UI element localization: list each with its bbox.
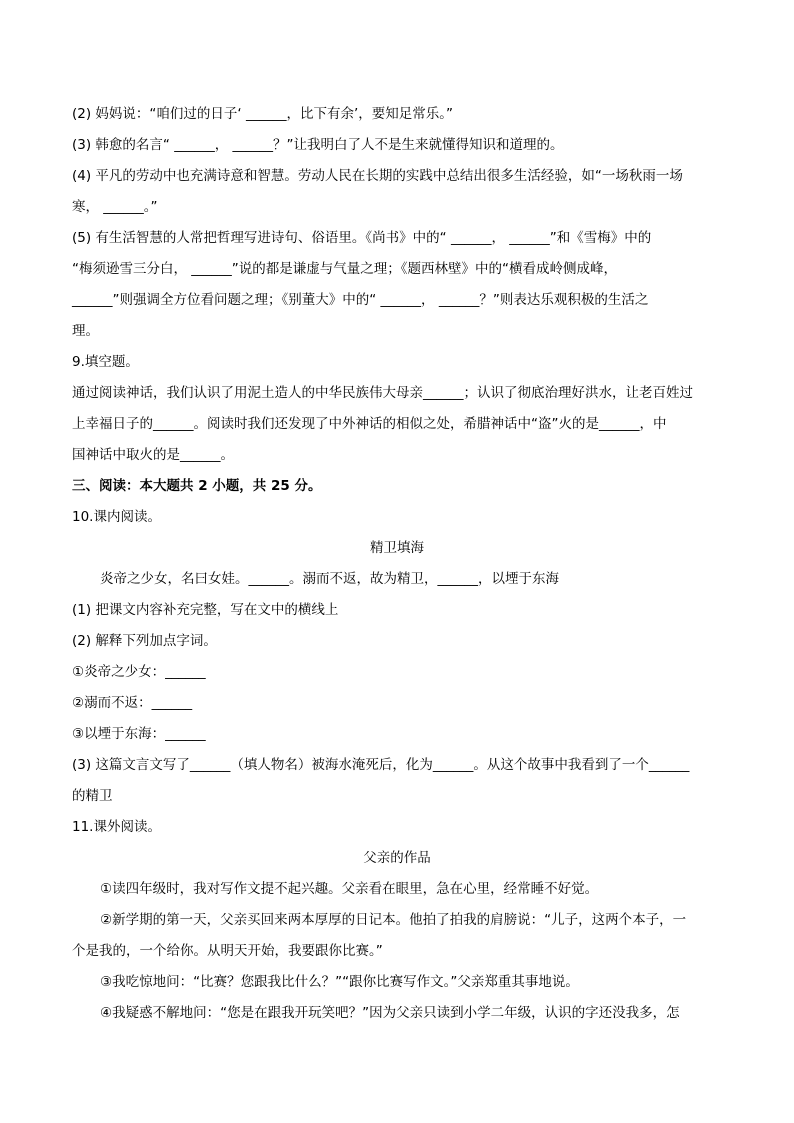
- question-line: (2) 妈妈说：“咱们过的日子‘ ______，比下有余’，要知足常乐。”: [72, 106, 454, 122]
- passage-paragraph: ①读四年级时，我对写作文提不起兴趣。父亲看在眼里，急在心里，经常睡不好觉。: [100, 881, 599, 897]
- passage-title: 父亲的作品: [363, 850, 431, 866]
- question-line: (5) 有生活智慧的人常把哲理写进诗句、俗语里。《尚书》中的“ ______， ______”和《雪梅》中的: [72, 230, 652, 246]
- question-heading: 11.课外阅读。: [72, 819, 161, 835]
- question-line: 寒， ______。”: [72, 199, 158, 215]
- question-line: 理。: [72, 323, 99, 339]
- question-line: ②溺而不返：______: [72, 695, 193, 711]
- passage-paragraph: ②新学期的第一天，父亲买回来两本厚厚的日记本。他拍了拍我的肩膀说：“儿子，这两个本子，一: [100, 912, 687, 928]
- section-heading: 三、阅读：本大题共 2 小题，共 25 分。: [72, 478, 322, 494]
- passage-paragraph: ③我吃惊地问：“比赛？您跟我比什么？”“跟你比赛写作文。”父亲郑重其事地说。: [100, 974, 579, 990]
- question-line: (3) 这篇文言文写了______（填人物名）被海水淹死后，化为______。从这个故事中我看到了一个______: [72, 757, 690, 773]
- question-line: ③以堙于东海：______: [72, 726, 206, 742]
- question-line: 国神话中取火的是______。: [72, 447, 234, 463]
- question-line: (2) 解释下列加点字词。: [72, 633, 217, 649]
- passage-text: 炎帝之少女，名曰女娃。______。溺而不返，故为精卫，______，以堙于东海: [100, 571, 559, 587]
- question-line: (1) 把课文内容补充完整，写在文中的横线上: [72, 602, 339, 618]
- question-line: “梅须逊雪三分白， ______”说的都是谦虚与气量之理；《题西林壁》中的“横看成岭侧成峰，: [72, 261, 618, 277]
- passage-title: 精卫填海: [370, 540, 424, 556]
- question-heading: 9.填空题。: [72, 354, 139, 370]
- passage-paragraph: ④我疑惑不解地问：“您是在跟我开玩笑吧？”因为父亲只读到小学二年级，认识的字还没我多，怎: [100, 1005, 680, 1021]
- question-line: (3) 韩愈的名言“ ______， ______？”让我明白了人不是生来就懂得知识和道理的。: [72, 137, 564, 153]
- passage-paragraph: 个是我的，一个给你。从明天开始，我要跟你比赛。”: [72, 943, 383, 959]
- question-line: ①炎帝之少女：______: [72, 664, 206, 680]
- question-line: ______”则强调全方位看问题之理；《别董大》中的“ ______， ______？”则表达乐观积极的生活之: [72, 292, 649, 308]
- question-line: 上幸福日子的______。阅读时我们还发现了中外神话的相似之处，希腊神话中“盗”火的是______，中: [72, 416, 667, 432]
- question-heading: 10.课内阅读。: [72, 509, 161, 525]
- question-line: 的精卫: [72, 788, 113, 804]
- question-line: (4) 平凡的劳动中也充满诗意和智慧。劳动人民在长期的实践中总结出很多生活经验，如“一场秋雨一场: [72, 168, 683, 184]
- question-line: 通过阅读神话，我们认识了用泥土造人的中华民族伟大母亲______；认识了彻底治理好洪水，让老百姓过: [72, 385, 693, 401]
